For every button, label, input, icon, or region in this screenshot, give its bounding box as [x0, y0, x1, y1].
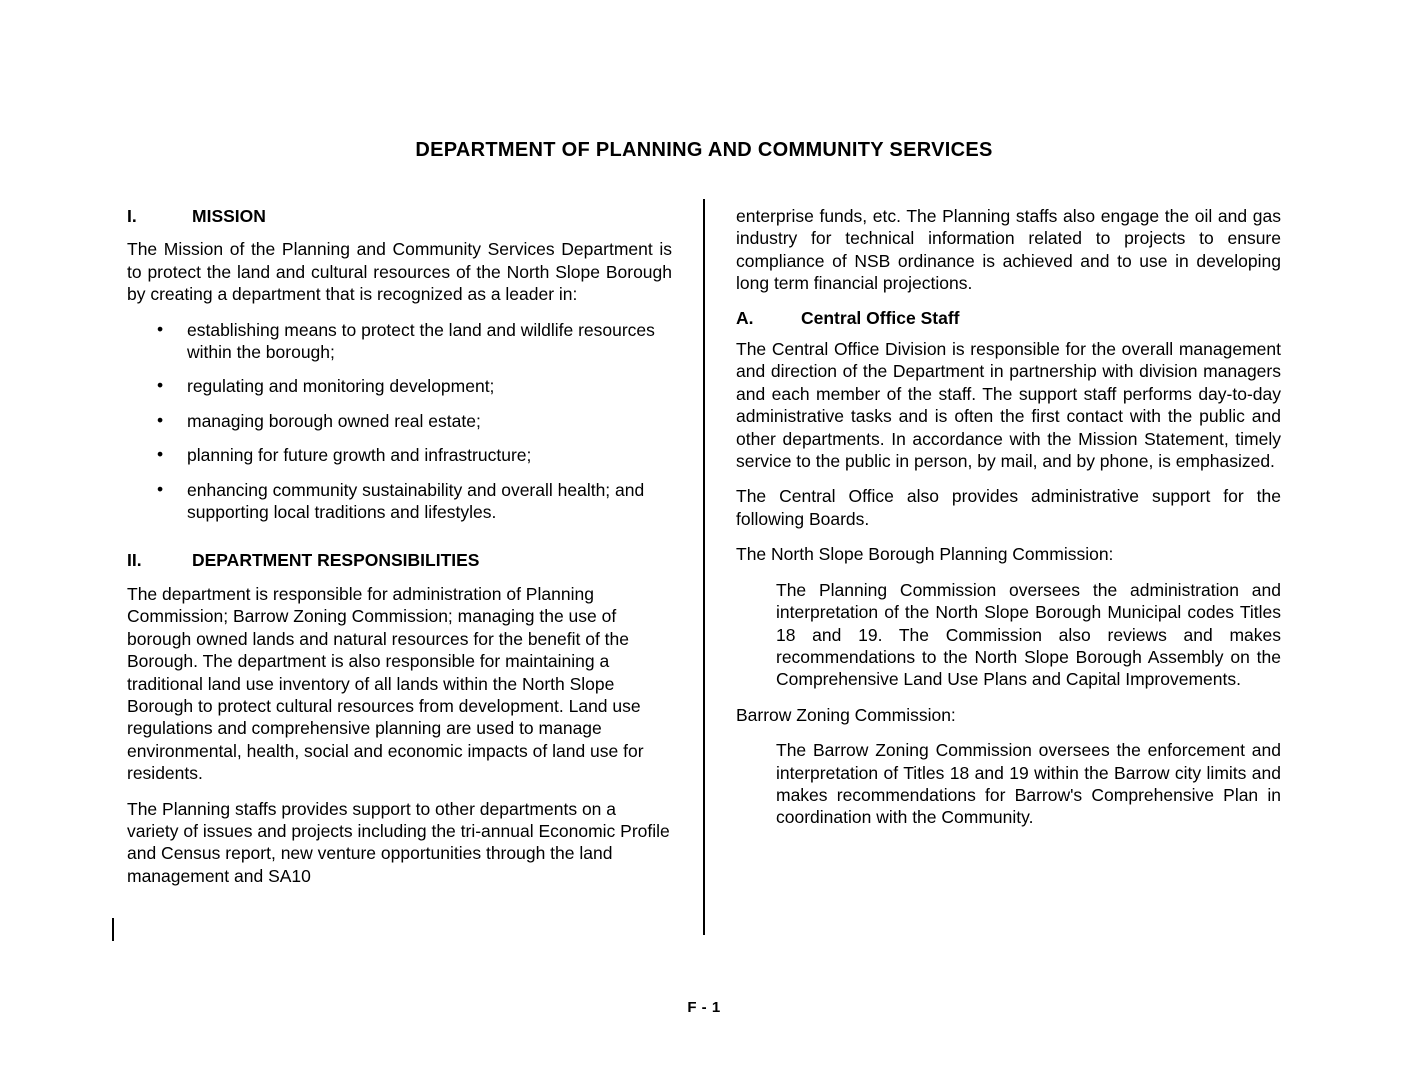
paragraph-central-office: The Central Office Division is responsible for the overall management and direction of the Department in partnership with division managers and each member of the staff. The support staff performs day-to-day administrative tasks and is often the first contact with the public and other departments. In accordance with the Mission Statement, timely service to the public in person, by mail, and by phone, is emphasized. [736, 339, 1281, 472]
paragraph-boards-support: The Central Office also provides administrative support for the following Boards. [736, 486, 1281, 529]
column-divider [703, 199, 705, 935]
label-barrow-commission: Barrow Zoning Commission: [736, 704, 956, 725]
section-label-responsibilities: DEPARTMENT RESPONSIBILITIES [192, 550, 480, 571]
paragraph-barrow-commission: The Barrow Zoning Commission oversees the enforcement and interpretation of Titles 18 and 19 within the Barrow city limits and makes recommendations for Barrow's Comprehensive Plan in coordination with the Community. [776, 740, 1281, 828]
left-column [127, 205, 672, 887]
right-column [736, 205, 1281, 829]
label-planning-commission: The North Slope Borough Planning Commission: [736, 544, 1114, 565]
bullet-text: planning for future growth and infrastructure; [187, 445, 532, 466]
paragraph-responsibilities: The department is responsible for administration of Planning Commission; Barrow Zoning Commission; managing the use of borough owned lands and natural resources for the benefit of the Borough. The department is also responsible for maintaining a traditional land use inventory of all lands within the North Slope Borough to protect cultural resources from development. Land use regulations and comprehensive planning are used to manage environmental, health, social and economic impacts of land use for residents. [127, 583, 644, 784]
section-numeral-central-office: A. [736, 307, 754, 328]
bullet-icon: • [157, 478, 164, 499]
mission-bullet-list [127, 319, 672, 524]
bullet-item [127, 319, 672, 364]
bullet-item [127, 479, 672, 524]
bullet-text: enhancing community sustainability and overall health; and supporting local traditions and lifestyles. [187, 479, 645, 523]
paragraph-mission-intro: The Mission of the Planning and Community Services Department is to protect the land and cultural resources of the North Slope Borough by creating a department that is recognized as a leader in: [127, 239, 672, 305]
page-footer: F - 1 [687, 999, 721, 1016]
paragraph-enterprise-funds: enterprise funds, etc. The Planning staffs also engage the oil and gas industry for technical information related to projects to ensure compliance of NSB ordinance is achieved and to use in developing long term financial projections. [736, 206, 1281, 294]
section-heading-mission [127, 205, 672, 227]
section-numeral-responsibilities: II. [127, 550, 142, 571]
paragraph-planning-support: The Planning staffs provides support to other departments on a variety of issues and projects including the tri-annual Economic Profile and Census report, new venture opportunities through the land management and SA10 [127, 798, 670, 886]
bullet-icon: • [157, 409, 164, 430]
bullet-text: regulating and monitoring development; [187, 376, 495, 397]
bullet-item [127, 375, 672, 397]
section-heading-central-office [736, 307, 1281, 329]
section-numeral-mission: I. [127, 206, 137, 226]
section-label-mission: MISSION [192, 206, 266, 226]
bullet-icon: • [157, 318, 164, 339]
section-label-central-office: Central Office Staff [801, 307, 960, 328]
margin-change-bar [112, 918, 114, 941]
bullet-icon: • [157, 375, 164, 396]
bullet-icon: • [157, 444, 164, 465]
paragraph-planning-commission: The Planning Commission oversees the administration and interpretation of the North Slope Borough Municipal codes Titles 18 and 19. The Commission also reviews and makes recommendations to the North Slope Borough Assembly on the Comprehensive Land Use Plans and Capital Improvements. [776, 579, 1281, 690]
page-title: DEPARTMENT OF PLANNING AND COMMUNITY SERVICES [415, 139, 993, 161]
bullet-item [127, 410, 672, 432]
bullet-text: managing borough owned real estate; [187, 410, 481, 431]
bullet-item [127, 444, 672, 466]
section-heading-responsibilities [127, 549, 672, 571]
bullet-text: establishing means to protect the land and wildlife resources within the borough; [187, 319, 655, 363]
